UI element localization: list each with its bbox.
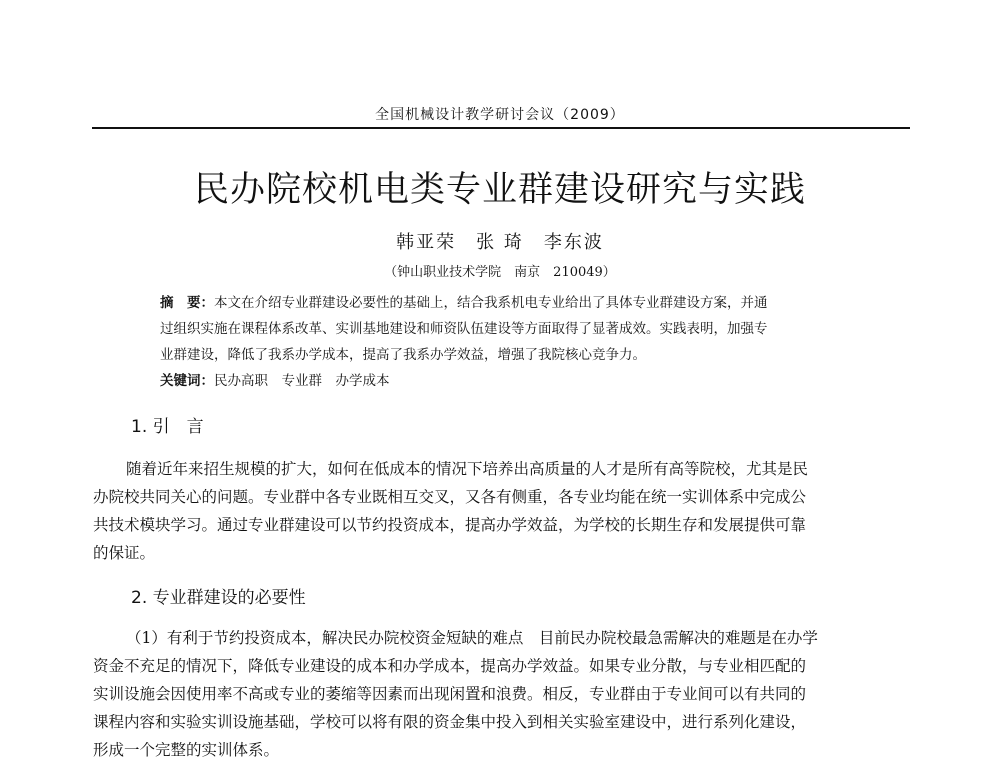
body-line: 随着近年来招生规模的扩大，如何在低成本的情况下培养出高质量的人才是所有高等院校，尤其是民 [126,460,809,478]
abstract-label: 摘 要： [160,295,214,311]
section-heading: 1. 引 言 [131,417,204,437]
section-heading: 2. 专业群建设的必要性 [131,588,306,608]
body-line: 实训设施会因使用率不高或专业的萎缩等因素而出现闲置和浪费。相反，专业群由于专业间可以有共同的 [93,685,807,703]
body-line: 办院校共同关心的问题。专业群中各专业既相互交叉，又各有侧重，各专业均能在统一实训体系中完成公 [93,488,807,506]
authors: 韩亚荣 张 琦 李东波 [396,232,604,253]
body-line: 课程内容和实验实训设施基础，学校可以将有限的资金集中投入到相关实验室建设中，进行系列化建设， [93,713,807,731]
body-line: 形成一个完整的实训体系。 [93,741,280,759]
abstract-line: 过组织实施在课程体系改革、实训基地建设和师资队伍建设等方面取得了显著成效。实践表明，加强专 [160,321,768,337]
affiliation: （钟山职业技术学院 南京 210049） [384,265,616,280]
running-header: 全国机械设计教学研讨会议（2009） [375,107,625,123]
keywords-text: 民办高职 专业群 办学成本 [214,373,390,389]
abstract-line [160,291,768,311]
body-line: 共技术模块学习。通过专业群建设可以节约投资成本，提高办学效益，为学校的长期生存和发展提供可靠 [93,516,807,534]
body-line: 的保证。 [93,544,156,562]
abstract-text: 本文在介绍专业群建设必要性的基础上，结合我系机电专业给出了具体专业群建设方案，并通 [214,295,768,311]
paper-title: 民办院校机电类专业群建设研究与实践 [193,170,806,210]
header-rule [92,127,910,129]
abstract-line: 业群建设，降低了我系办学成本，提高了我系办学效益，增强了我院核心竞争力。 [160,347,646,363]
keywords-line [160,369,390,389]
keywords-label: 关键词： [160,373,214,389]
body-line: 资金不充足的情况下，降低专业建设的成本和办学成本，提高办学效益。如果专业分散，与专业相匹配的 [93,657,807,675]
body-line: （1）有利于节约投资成本，解决民办院校资金短缺的难点 目前民办院校最急需解决的难题是在办学 [126,629,818,647]
